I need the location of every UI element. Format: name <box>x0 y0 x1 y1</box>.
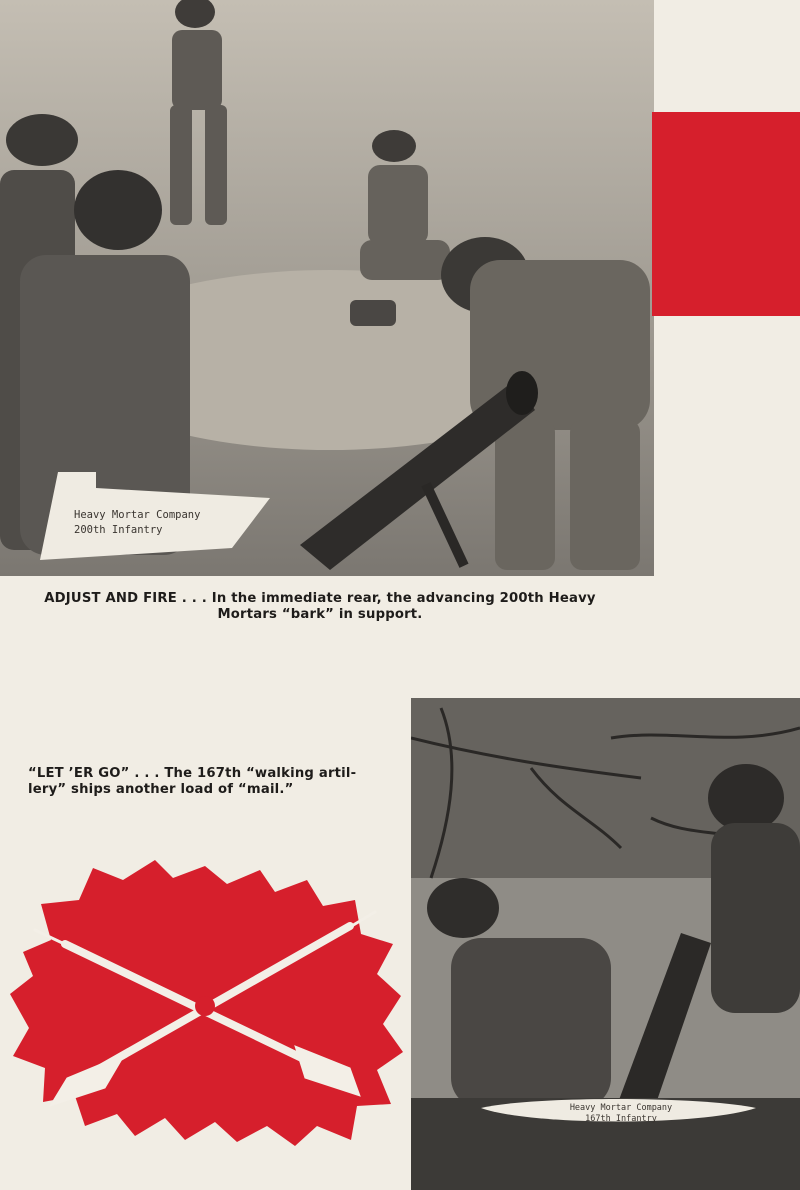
caption-top-lead: ADJUST AND FIRE . . . <box>44 591 207 606</box>
crossed-rifles-insignia <box>5 856 405 1146</box>
caption-adjust-and-fire <box>40 591 600 623</box>
unit-label-top-line2: 200th Infantry <box>74 524 163 536</box>
caption-let-er-go <box>28 766 388 798</box>
mortar-crew-illustration <box>0 0 654 576</box>
caption-bottom-text: The 167th “walking artil-lery” ships another load of “mail.” <box>28 766 357 797</box>
unit-label-bottom-line2: 167th Infantry <box>585 1114 657 1124</box>
mortar-crew-photo-bottom <box>411 698 800 1190</box>
unit-label-bottom-line1: Heavy Mortar Company <box>569 1103 673 1113</box>
unit-label-top-line1: Heavy Mortar Company <box>74 509 201 521</box>
caption-bottom-lead: “LET ’ER GO” . . . <box>28 766 160 781</box>
mortar-crew-photo-top <box>0 0 654 576</box>
red-accent-block <box>652 112 800 316</box>
caption-top-text: In the immediate rear, the advancing 200th Heavy Mortars “bark” in support. <box>206 591 596 622</box>
mortar-loading-illustration <box>411 698 800 1190</box>
